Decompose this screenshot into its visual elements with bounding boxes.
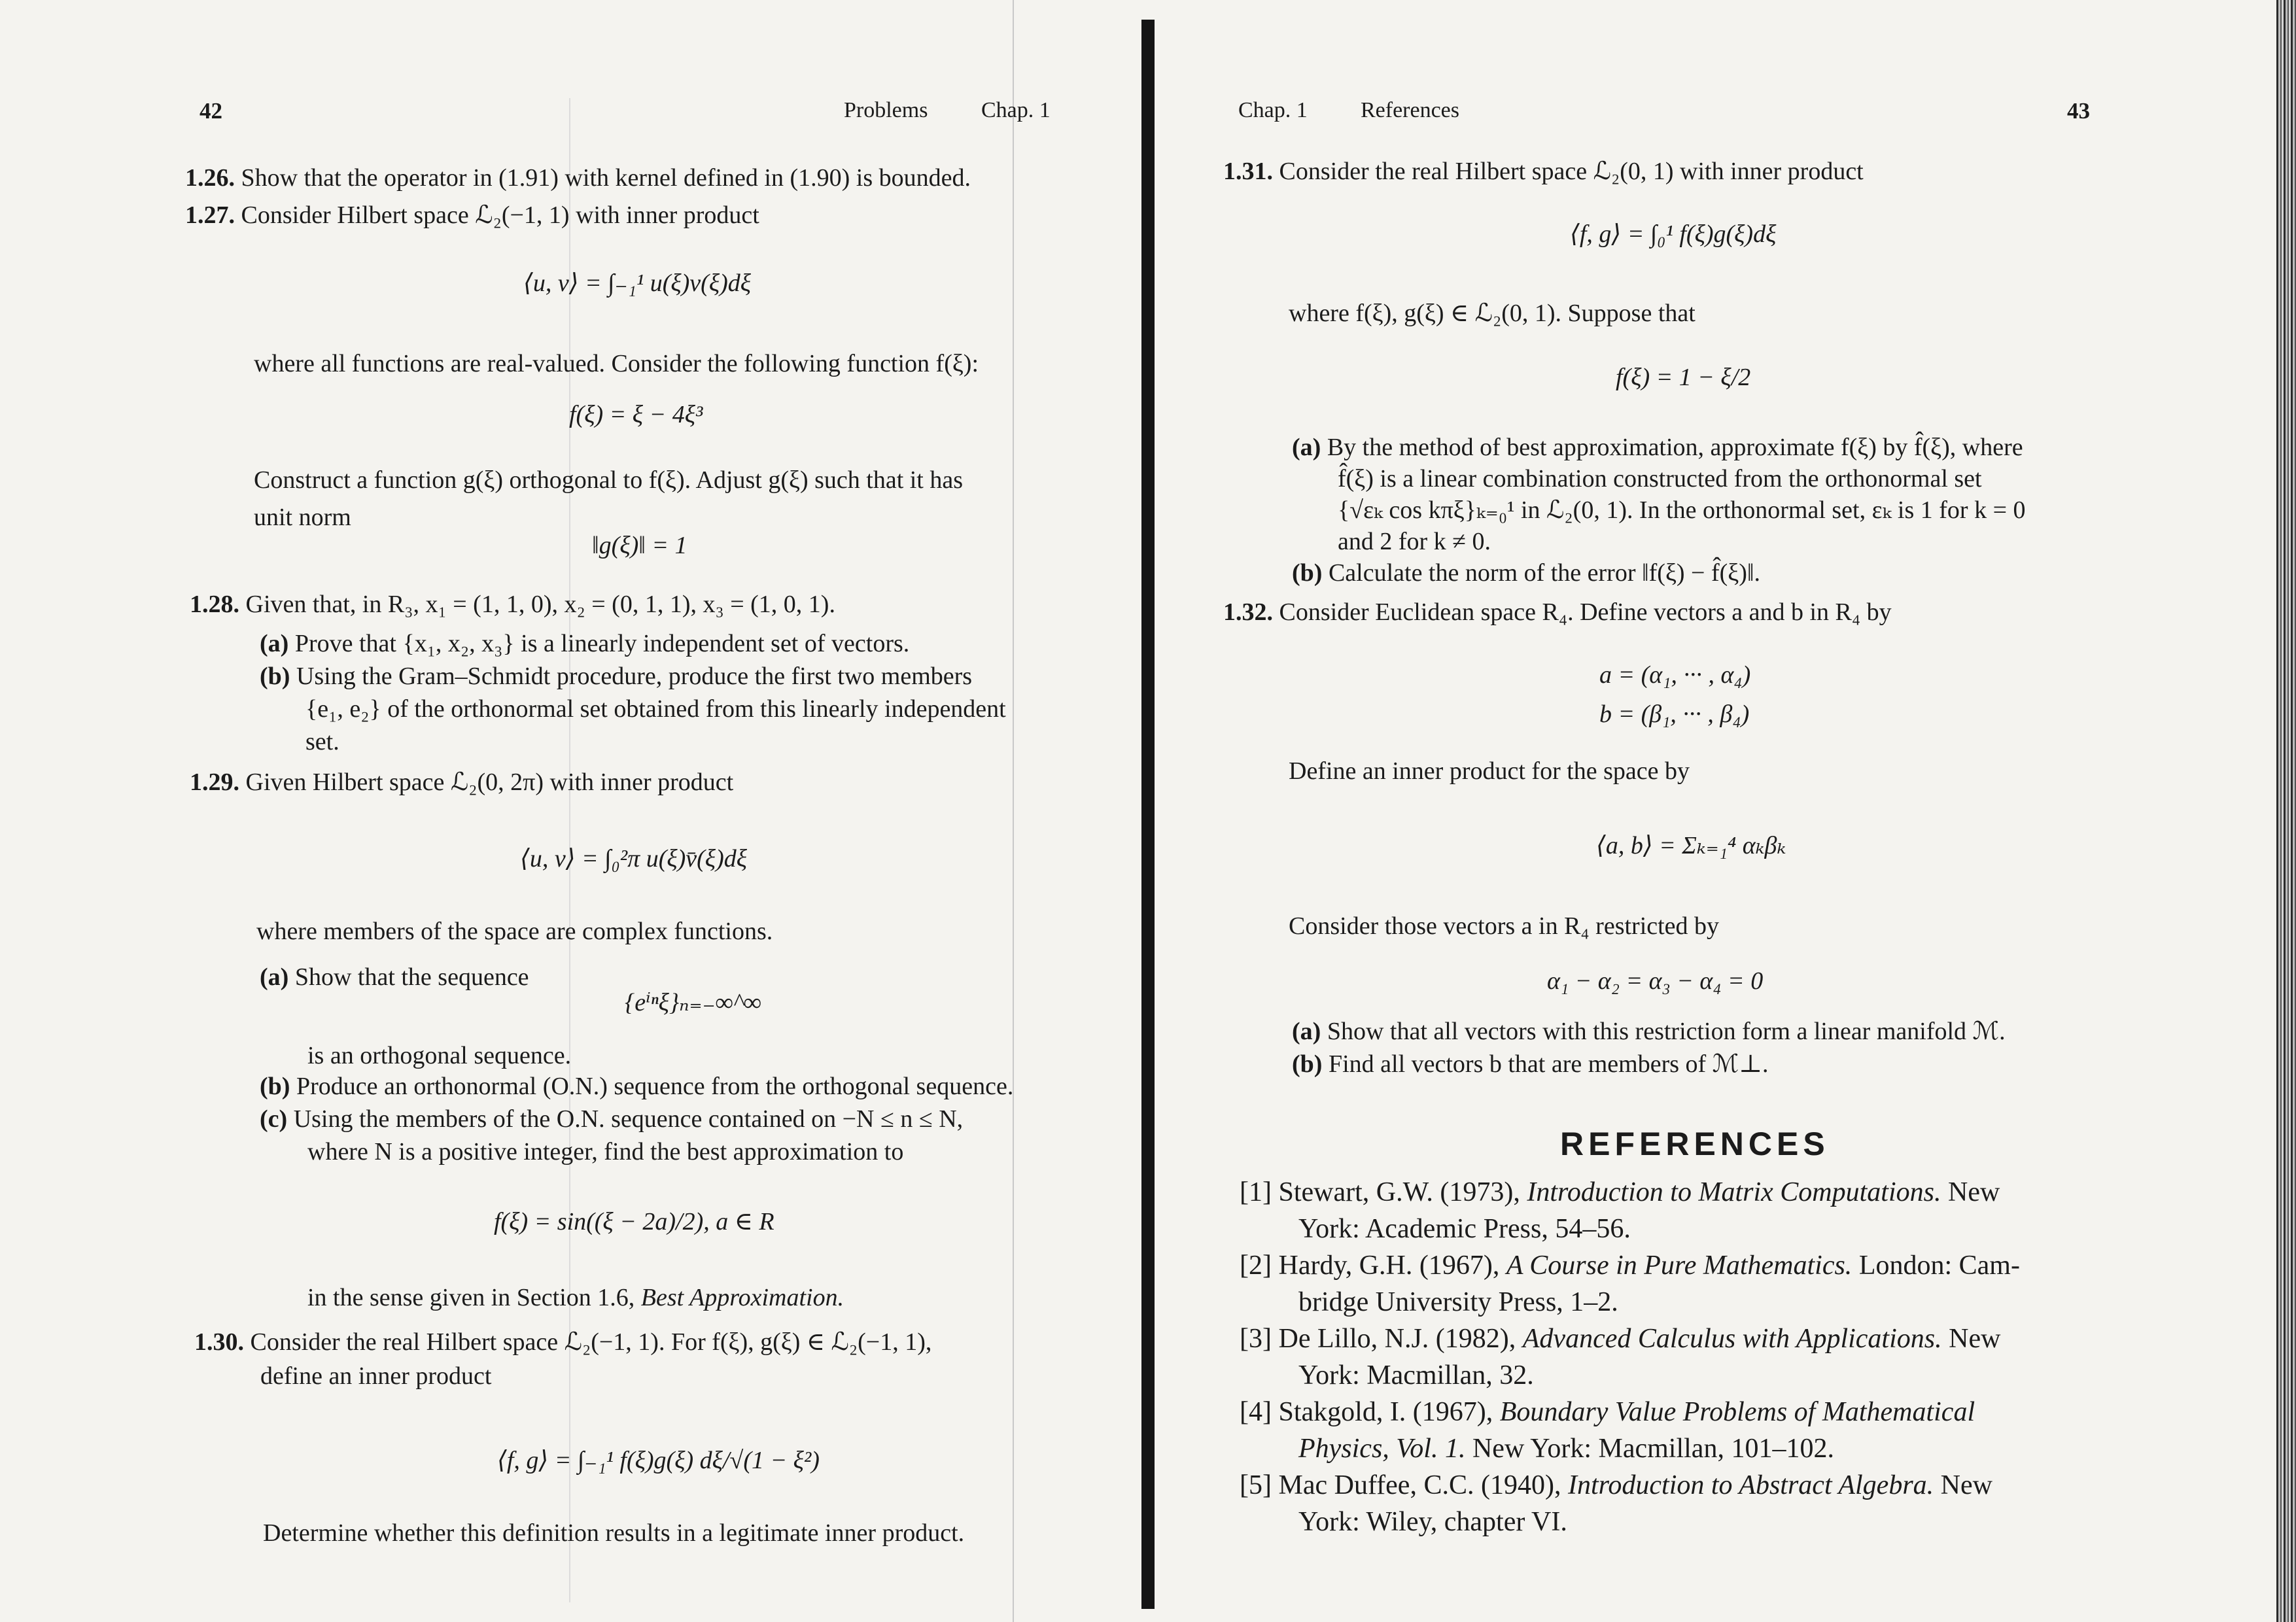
reference-5-cont: York: Wiley, chapter VI. [1298,1507,1567,1537]
reference-4-cont [1298,1430,1834,1467]
part-text: Calculate the norm of the error ‖f(ξ) − f̂(ξ)‖. [1328,559,1761,587]
page-number-right: 43 [2067,98,2090,124]
reference-1 [1240,1174,2000,1211]
problem-text: Consider Hilbert space ℒ₂(−1, 1) with inner product [241,201,759,229]
ref-text: New [1941,1324,2001,1354]
part-label: (b) [1292,559,1323,587]
equation-restriction: α₁ − α₂ = α₃ − α₄ = 0 [1547,967,1764,995]
problem-number: 1.27. [185,201,235,229]
problem-number: 1.30. [194,1328,244,1356]
running-head-section: References [1361,98,1460,122]
part-text-cont [307,1282,844,1314]
ref-number: [2] [1240,1251,1272,1281]
part-text: Using the Gram–Schmidt procedure, produce the first two members [296,663,973,690]
problem-1-31 [1223,156,1864,188]
running-head-section: Problems [844,98,928,122]
problem-1-26 [185,162,971,194]
reference-2 [1240,1247,2020,1284]
equation-inner-product: ⟨f, g⟩ = ∫₋₁¹ f(ξ)g(ξ) dξ/√(1 − ξ²) [497,1447,820,1474]
problem-text: Given that, in R₃, x₁ = (1, 1, 0), x₂ = (0, 1, 1), x₃ = (1, 0, 1). [245,591,835,618]
reference-4 [1240,1394,1975,1430]
page-number-left: 42 [200,98,222,124]
part-text-cont: where N is a positive integer, find the best approximation to [307,1138,904,1165]
problem-1-29 [190,767,733,799]
ref-text: De Lillo, N.J. (1982), [1278,1324,1523,1354]
part-label: (b) [1292,1050,1323,1078]
part-label: (c) [260,1105,288,1133]
equation-inner-product: ⟨u, v⟩ = ∫₀²π u(ξ)v̄(ξ)dξ [520,845,748,872]
problem-number: 1.31. [1223,158,1273,185]
paragraph: Consider those vectors a in R₄ restricted by [1289,912,1720,940]
problem-number: 1.26. [185,164,235,192]
problem-1-32 [1223,596,1892,629]
paragraph: where f(ξ), g(ξ) ∈ ℒ₂(0, 1). Suppose that [1289,300,1696,327]
part-text-cont: is an orthogonal sequence. [307,1042,572,1069]
ref-title: Boundary Value Problems of Mathematical [1499,1397,1975,1427]
part-text: Show that the sequence [294,963,529,991]
part-text-cont: set. [305,728,339,755]
ref-text: New York: Macmillan, 101–102. [1465,1434,1834,1464]
ref-text: Hardy, G.H. (1967), [1278,1251,1506,1281]
part-b [1292,1048,1769,1080]
ref-number: [1] [1240,1177,1272,1207]
part-label: (b) [260,663,290,690]
problem-1-30 [194,1326,931,1358]
paragraph: where all functions are real-valued. Consider the following function f(ξ): [254,350,979,377]
running-head-chapter: Chap. 1 [981,98,1051,122]
part-text: Prove that {x₁, x₂, x₃} is a linearly independent set of vectors. [294,630,910,657]
ref-title: Introduction to Matrix Computations. [1527,1177,1941,1207]
ref-number: [5] [1240,1470,1272,1500]
paragraph: unit norm [254,504,351,531]
ref-number: [3] [1240,1324,1272,1354]
problem-1-28 [190,589,835,621]
paragraph: define an inner product [260,1362,492,1390]
paragraph: Determine whether this definition results in a legitimate inner product. [263,1519,965,1547]
problem-text: Consider the real Hilbert space ℒ₂(0, 1) with inner product [1279,158,1864,185]
part-b [260,1071,1013,1103]
part-c [260,1103,963,1135]
ref-text: Stakgold, I. (1967), [1278,1397,1500,1427]
part-text: By the method of best approximation, approximate f(ξ) by f̂(ξ), where [1327,434,2023,461]
equation-vector-a: a = (α₁, ··· , α₄) [1599,661,1751,689]
ref-number: [4] [1240,1397,1272,1427]
part-text-cont: and 2 for k ≠ 0. [1338,528,1491,555]
book-spine [1141,20,1155,1609]
ref-title: Physics, Vol. 1. [1298,1434,1466,1464]
paragraph: where members of the space are complex functions. [256,918,773,945]
problem-text: Consider the real Hilbert space ℒ₂(−1, 1). For f(ξ), g(ξ) ∈ ℒ₂(−1, 1), [250,1328,932,1356]
part-a [260,961,529,993]
problem-number: 1.28. [190,591,239,618]
part-label: (a) [1292,434,1321,461]
references-heading: REFERENCES [1560,1126,1830,1162]
part-text-cont: f̂(ξ) is a linear combination constructed from the orthonormal set [1338,465,1982,492]
equation-f: f(ξ) = 1 − ξ/2 [1616,364,1751,391]
problem-number: 1.29. [190,768,239,796]
text-italic: Best Approximation. [640,1284,844,1311]
part-text-cont: {√εₖ cos kπξ}ₖ₌₀¹ in ℒ₂(0, 1). In the orthonormal set, εₖ is 1 for k = 0 [1338,496,2026,524]
reference-2-cont: bridge University Press, 1–2. [1298,1287,1618,1317]
ref-text: New [1941,1177,2000,1207]
part-b [1292,557,1760,589]
part-text: Show that all vectors with this restriction form a linear manifold ℳ. [1327,1018,2006,1045]
ref-text: London: Cam- [1852,1251,2020,1281]
part-text: Using the members of the O.N. sequence contained on −N ≤ n ≤ N, [293,1105,964,1133]
equation-inner-product: ⟨u, v⟩ = ∫₋₁¹ u(ξ)v(ξ)dξ [523,269,752,297]
ref-title: Advanced Calculus with Applications. [1522,1324,1942,1354]
equation-inner-product: ⟨f, g⟩ = ∫₀¹ f(ξ)g(ξ)dξ [1570,220,1777,248]
ref-title: A Course in Pure Mathematics. [1506,1251,1852,1281]
problem-1-27 [185,199,759,232]
text: in the sense given in Section 1.6, [307,1284,641,1311]
part-a [260,628,909,660]
part-text: Produce an orthonormal (O.N.) sequence from the orthogonal sequence. [296,1073,1014,1100]
part-a [1292,1016,2006,1048]
reference-1-cont: York: Academic Press, 54–56. [1298,1214,1631,1244]
part-label: (a) [260,630,289,657]
equation-sequence: {eⁱⁿξ}ₙ₌₋∞^∞ [625,989,761,1016]
left-page [0,0,1141,1622]
problem-text: Given Hilbert space ℒ₂(0, 2π) with inner product [245,768,734,796]
reference-3 [1240,1320,2000,1357]
reference-5 [1240,1467,1992,1504]
ref-text: New [1934,1470,1992,1500]
paragraph: Construct a function g(ξ) orthogonal to f(ξ). Adjust g(ξ) such that it has [254,466,964,494]
equation-sin: f(ξ) = sin((ξ − 2a)/2), a ∈ R [494,1208,774,1235]
equation-norm: ‖g(ξ)‖ = 1 [592,532,687,559]
part-label: (a) [260,963,289,991]
equation-vector-b: b = (β₁, ··· , β₄) [1599,700,1750,728]
part-label: (a) [1292,1018,1321,1045]
problem-text: Show that the operator in (1.91) with kernel defined in (1.90) is bounded. [241,164,971,192]
problem-number: 1.32. [1223,598,1273,626]
part-text: Find all vectors b that are members of ℳ⊥. [1328,1050,1769,1078]
ref-text: Stewart, G.W. (1973), [1278,1177,1527,1207]
part-a [1292,432,2023,464]
equation-f: f(ξ) = ξ − 4ξ³ [569,401,703,428]
ref-text: Mac Duffee, C.C. (1940), [1278,1470,1568,1500]
part-label: (b) [260,1073,290,1100]
equation-sum: ⟨a, b⟩ = Σₖ₌₁⁴ αₖβₖ [1596,832,1786,859]
reference-3-cont: York: Macmillan, 32. [1298,1360,1534,1390]
ref-title: Introduction to Abstract Algebra. [1567,1470,1934,1500]
part-text-cont: {e₁, e₂} of the orthonormal set obtained from this linearly independent [305,695,1006,723]
paragraph: Define an inner product for the space by [1289,757,1690,785]
problem-text: Consider Euclidean space R₄. Define vectors a and b in R₄ by [1279,598,1892,626]
part-b [260,661,972,693]
running-head-chapter: Chap. 1 [1238,98,1308,122]
